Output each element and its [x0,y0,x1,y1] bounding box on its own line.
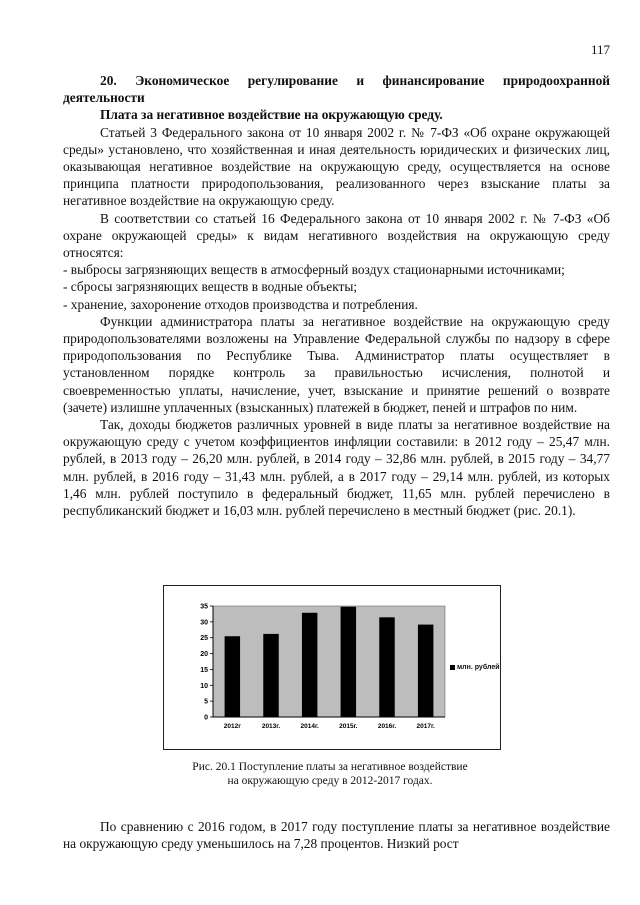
caption-line: Рис. 20.1 Поступление платы за негативное воздействие [192,761,468,773]
subheading: Плата за негативное воздействие на окружающую среду. [100,107,443,123]
paragraph: В соответствии со статьей 16 Федерального закона от 10 января 2002 г. № 7-ФЗ «Об охране окружающей среды» к видам негативного воздействия на окружающую среду относятся: [63,210,610,261]
x-tick-label: 2014г. [300,723,319,730]
bar [263,634,278,717]
bottom-text [63,818,610,852]
list-item: - сбросы загрязняющих веществ в водные объекты; [63,279,358,295]
bar [225,636,240,717]
section-heading: 20. Экономическое регулирование и финансирование природоохранной деятельности [63,73,610,106]
x-tick-label: 2017г. [416,723,435,730]
caption-line: на окружающую среду в 2012-2017 годах. [227,775,433,787]
paragraph: Статьей 3 Федерального закона от 10 января 2002 г. № 7-ФЗ «Об охране окружающей среды» установлено, что хозяйственная и иная деятельность юридических и физических лиц, оказывающая негативное воздействие на окружающую среду, осуществляется на основе принципа платности природопользования, реализованного через взыскание платы за негативное воздействие на окружающую среду. [63,124,610,209]
y-tick-label: 30 [200,619,208,627]
legend-swatch [450,665,455,670]
bar [418,625,433,717]
chart-legend [450,664,500,671]
y-tick-label: 0 [204,714,208,722]
x-tick-label: 2016г. [377,723,397,730]
bar-chart [163,585,501,750]
page-number: 117 [591,42,611,57]
x-tick-label: 2013г. [261,723,281,730]
y-tick-label: 25 [200,635,208,643]
y-tick-label: 35 [200,603,208,611]
figure-caption [150,760,510,788]
legend-label: млн. рублей [457,664,500,671]
y-tick-label: 15 [200,666,208,674]
y-tick-label: 20 [200,651,208,659]
bar [302,613,317,717]
main-text [63,72,610,519]
x-tick-label: 2015г. [339,723,358,730]
y-tick-label: 5 [204,698,208,706]
list-item: - хранение, захоронение отходов производства и потребления. [63,296,418,312]
list-item: - выбросы загрязняющих веществ в атмосферный воздух стационарными источниками; [63,262,565,278]
plot-area [213,606,445,717]
paragraph: Так, доходы бюджетов различных уровней в виде платы за негативное воздействие на окружающую среду с учетом коэффициентов инфляции составили: в 2012 году – 25,47 млн. рублей, в 2013 году – 26,20 млн. рублей, в 2014 году – 32,86 млн. рублей, в 2015 году – 34,77 млн. рублей, в 2016 году – 31,43 млн. рублей, а в 2017 году – 29,14 млн. рублей, из которых 1,46 млн. рублей поступило в федеральный бюджет, 11,65 млн. рублей перечислено в республиканский бюджет и 16,03 млн. рублей перечислено в местный бюджет (рис. 20.1). [63,417,610,519]
y-tick-label: 10 [200,682,208,690]
bar [379,617,394,717]
x-tick-label: 2012г [223,723,241,730]
paragraph: По сравнению с 2016 годом, в 2017 году поступление платы за негативное воздействие на окружающую среду уменьшилось на 7,28 процентов. Низкий рост [63,819,610,852]
paragraph: Функции администратора платы за негативное воздействие на окружающую среду природопользователями возложены на Управление Федеральной службы по надзору в сфере природопользования по Республике Тыва. Администратор платы осуществляет в установленном порядке контроль за правильностью исчисления, полнотой и своевременностью уплаты, начисление, учет, взыскание и принятие решений о возврате (зачете) излишне уплаченных (взысканных) платежей в бюджет, пеней и штрафов по ним. [63,313,610,415]
bar [341,607,356,717]
